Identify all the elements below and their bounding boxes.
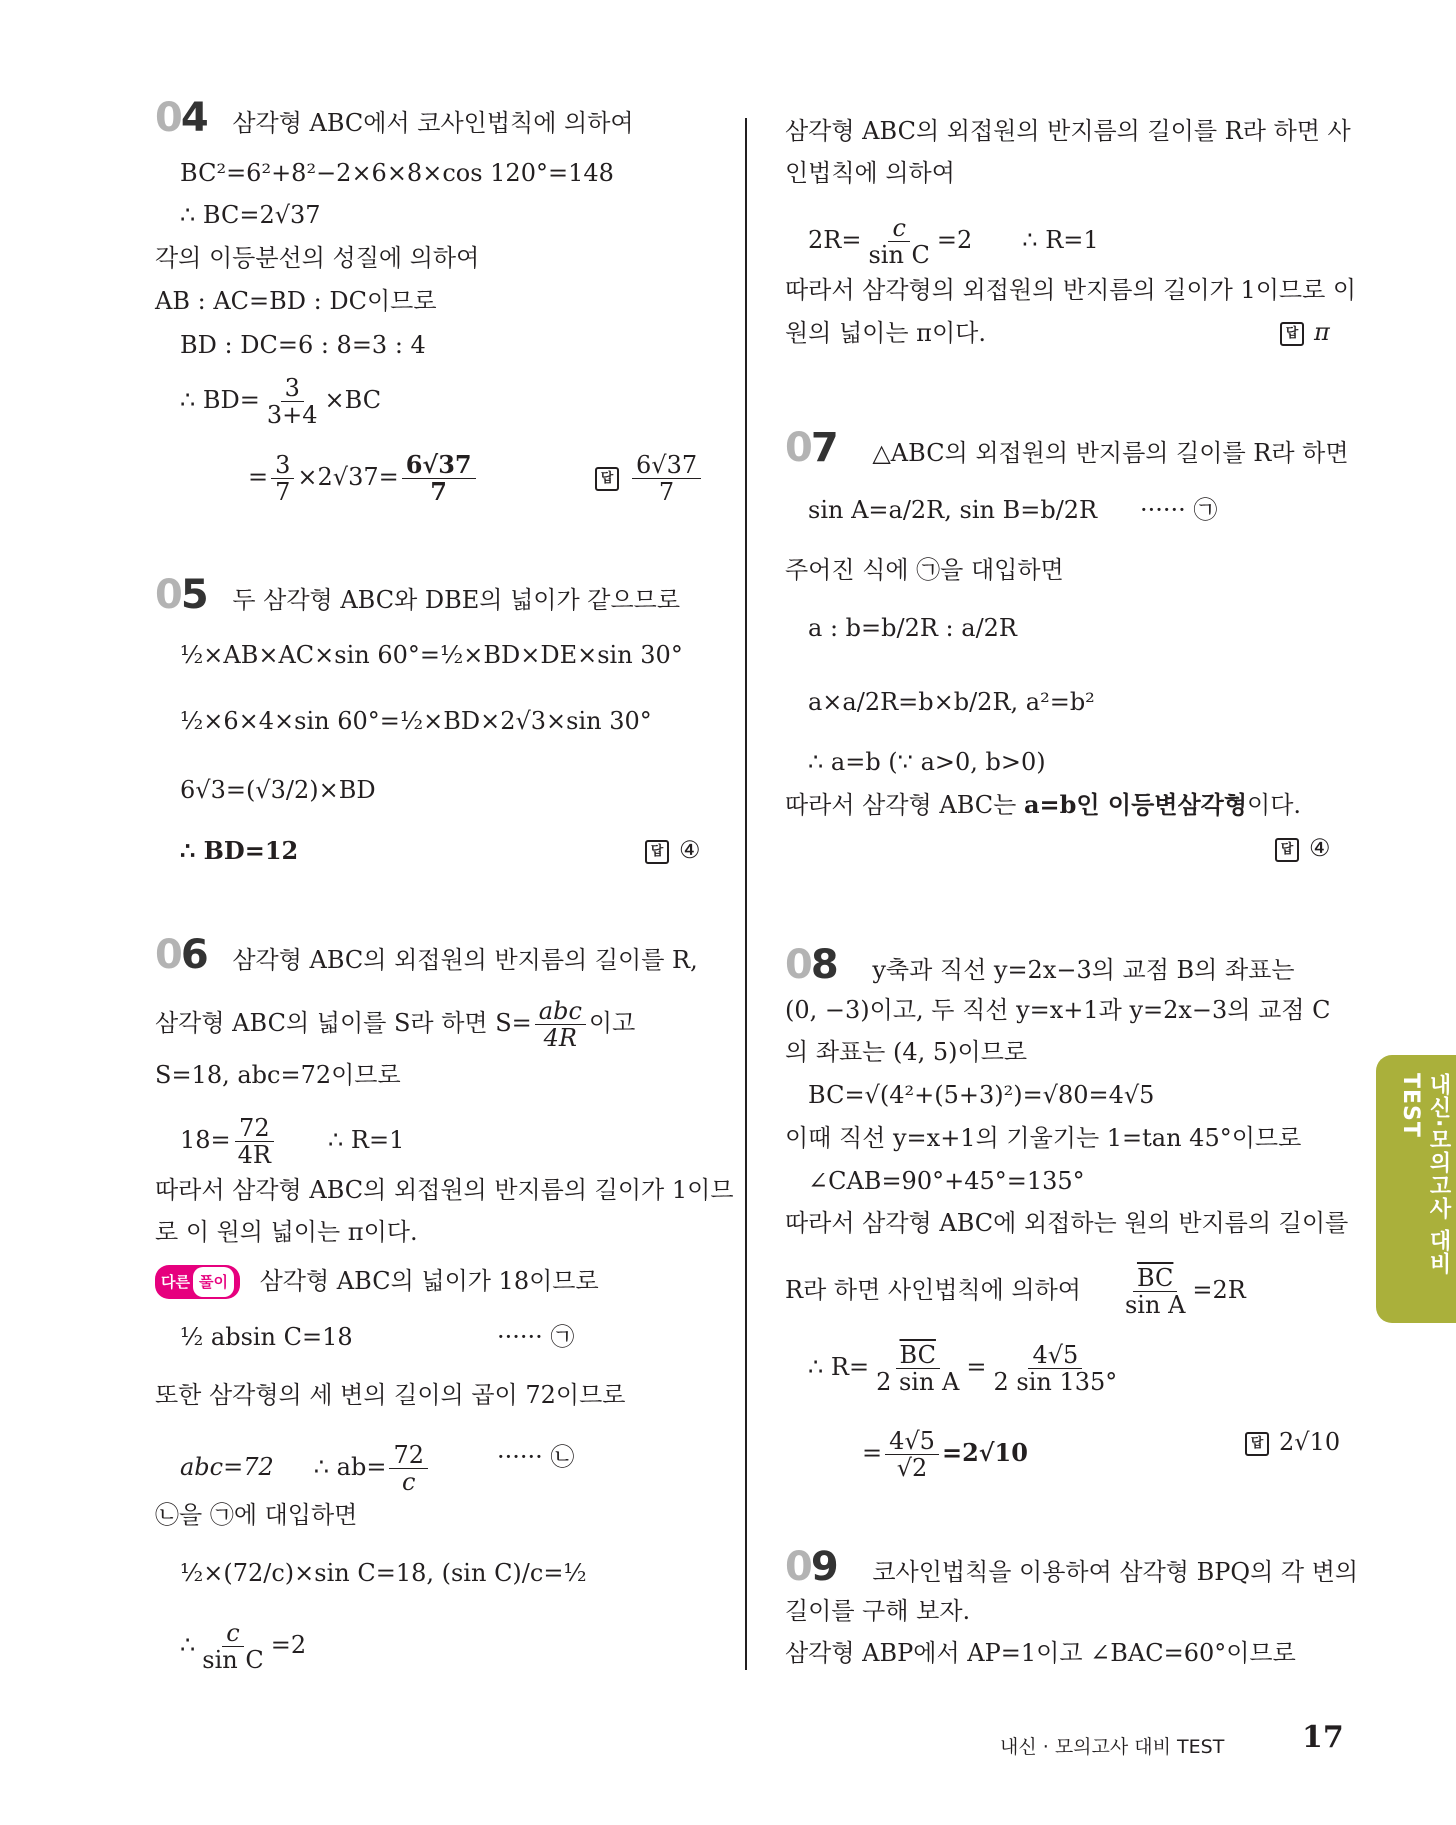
problem-text: 길이를 구해 보자. xyxy=(785,1597,971,1625)
math-line: ∠CAB=90°+45°=135° xyxy=(808,1167,1085,1195)
math-line: a×a/2R=b×b/2R, a²=b² xyxy=(808,688,1095,716)
problem-number: 05 xyxy=(155,572,207,618)
problem-number: 04 xyxy=(155,95,207,141)
math-line: abc=72 ∴ ab= $\frac{72}{c}$ xyxy=(180,1442,431,1495)
section-side-tab xyxy=(1376,1055,1456,1323)
problem-text: 따라서 삼각형 ABC의 외접원의 반지름의 길이가 1이므 xyxy=(155,1176,734,1204)
problem-text: ㉡을 ㉠에 대입하면 xyxy=(155,1501,358,1529)
math-line: ½ absin C=18 xyxy=(180,1323,353,1351)
math-line: ∴ BD= $\frac{3}{3+4}$ ×BC xyxy=(180,374,382,429)
problem-number: 07 xyxy=(785,425,837,471)
problem-text: (0, −3)이고, 두 직선 y=x+1과 y=2x−3의 교점 C xyxy=(785,996,1331,1024)
problem-text: 삼각형 ABC의 외접원의 반지름의 길이를 R라 하면 사 xyxy=(785,117,1351,145)
equation-tag: ······ ㉡ xyxy=(497,1443,575,1471)
math-line: BD : DC=6 : 8=3 : 4 xyxy=(180,331,426,359)
math-line: 18= $\frac{72}{4R}$ ∴ R=1 xyxy=(180,1114,405,1169)
problem-text: 두 삼각형 ABC와 DBE의 넓이가 같으므로 xyxy=(232,586,681,614)
math-line: ½×AB×AC×sin 60°=½×BD×DE×sin 30° xyxy=(180,641,683,669)
problem-text: 삼각형 ABC의 넓이를 S라 하면 S= $\frac{\text{abc}}{4R}$ 이고 xyxy=(155,997,636,1052)
math-line: ∴ BC=2√37 xyxy=(180,201,321,229)
problem-text: 각의 이등분선의 성질에 의하여 xyxy=(155,244,480,272)
problem-text: 코사인법칙을 이용하여 삼각형 BPQ의 각 변의 xyxy=(872,1558,1359,1586)
answer-icon: 답 xyxy=(645,840,669,864)
math-line: ∴ R= $\frac{\overline{BC}}{\text{2 sin A}}$ = $\frac{4√5}{2 \sin 135^\circ}$ xyxy=(808,1341,1118,1396)
page-number: 17 xyxy=(1302,1720,1344,1755)
math-line: = $\frac{4√5}{√2}$ =2√10 xyxy=(862,1427,1028,1482)
math-line: ∴ BD=12 xyxy=(180,836,299,865)
math-line: ∴ $\frac{c}{\text{sin C}}$ =2 xyxy=(180,1619,307,1674)
answer-icon: 답 xyxy=(1275,838,1299,862)
problem-text: 삼각형 ABC의 넓이가 18이므로 xyxy=(259,1266,599,1295)
column-divider xyxy=(745,118,747,1670)
problem-text: 따라서 삼각형 ABC에 외접하는 원의 반지름의 길이를 xyxy=(785,1209,1349,1237)
problem-text: 삼각형 ABC에서 코사인법칙에 의하여 xyxy=(232,109,634,137)
problem-text: △ABC의 외접원의 반지름의 길이를 R라 하면 xyxy=(872,439,1349,467)
problem-text: 인법칙에 의하여 xyxy=(785,159,955,187)
math-line: sin A=a/2R, sin B=b/2R xyxy=(808,496,1098,524)
problem-text: 또한 삼각형의 세 변의 길이의 곱이 72이므로 xyxy=(155,1381,626,1409)
answer: 답 $\frac{6√37}{7}$ xyxy=(595,452,704,505)
problem-text: y축과 직선 y=2x−3의 교점 B의 좌표는 xyxy=(872,956,1295,984)
footer-title: 내신 · 모의고사 대비 TEST xyxy=(1000,1736,1225,1758)
problem-number: 08 xyxy=(785,942,837,988)
problem-text: 삼각형 ABP에서 AP=1이고 ∠BAC=60°이므로 xyxy=(785,1639,1296,1667)
math-line: ½×(72/c)×sin C=18, (sin C)/c=½ xyxy=(180,1559,587,1587)
answer: 답 ④ xyxy=(1275,834,1331,862)
answer-icon: 답 xyxy=(595,467,619,491)
problem-text: 따라서 삼각형 ABC는 a=b인 이등변삼각형이다. xyxy=(785,790,1302,819)
problem-number: 09 xyxy=(785,1544,837,1590)
problem-text: 따라서 삼각형의 외접원의 반지름의 길이가 1이므로 이 xyxy=(785,276,1357,304)
math-line: = $\frac{3}{7}$ ×2√37= $\frac{6√37}{7}$ xyxy=(248,452,479,505)
alt-solution-badge: 다른 풀이 xyxy=(155,1265,240,1299)
problem-text: 이때 직선 y=x+1의 기울기는 1=tan 45°이므로 xyxy=(785,1124,1302,1152)
math-line: ½×6×4×sin 60°=½×BD×2√3×sin 30° xyxy=(180,707,652,735)
math-line: a : b=b/2R : a/2R xyxy=(808,614,1017,642)
problem-text: 의 좌표는 (4, 5)이므로 xyxy=(785,1038,1028,1066)
math-line: BC=√(4²+(5+3)²)=√80=4√5 xyxy=(808,1081,1155,1109)
equation-tag: ······ ㉠ xyxy=(1140,496,1218,524)
math-line: 6√3=(√3/2)×BD xyxy=(180,776,376,804)
answer: 답 ④ xyxy=(645,836,701,864)
answer: 답 2√10 xyxy=(1245,1428,1340,1456)
answer-icon: 답 xyxy=(1280,322,1304,346)
problem-text: 삼각형 ABC의 외접원의 반지름의 길이를 R, xyxy=(232,946,698,974)
math-line: S=18, abc=72이므로 xyxy=(155,1061,401,1089)
problem-text: R라 하면 사인법칙에 의하여 $\frac{\overline{BC}}{\text{sin A}}$ =2R xyxy=(785,1264,1246,1319)
answer-icon: 답 xyxy=(1245,1432,1269,1456)
problem-number: 06 xyxy=(155,932,207,978)
math-line: 2R= $\frac{c}{\text{sin C}}$ =2 ∴ R=1 xyxy=(808,214,1099,269)
problem-text: 원의 넓이는 π이다. xyxy=(785,319,986,347)
math-line: ∴ a=b (∵ a>0, b>0) xyxy=(808,748,1046,776)
problem-text: 로 이 원의 넓이는 π이다. xyxy=(155,1218,418,1246)
math-line: BC²=6²+8²−2×6×8×cos 120°=148 xyxy=(180,159,614,187)
problem-text: 주어진 식에 ㉠을 대입하면 xyxy=(785,556,1064,584)
side-tab-label: 내신·모의고사 대비 TEST xyxy=(1398,1073,1451,1276)
math-line: AB : AC=BD : DC이므로 xyxy=(155,287,437,315)
equation-tag: ······ ㉠ xyxy=(497,1323,575,1351)
answer: 답 π xyxy=(1280,318,1330,346)
